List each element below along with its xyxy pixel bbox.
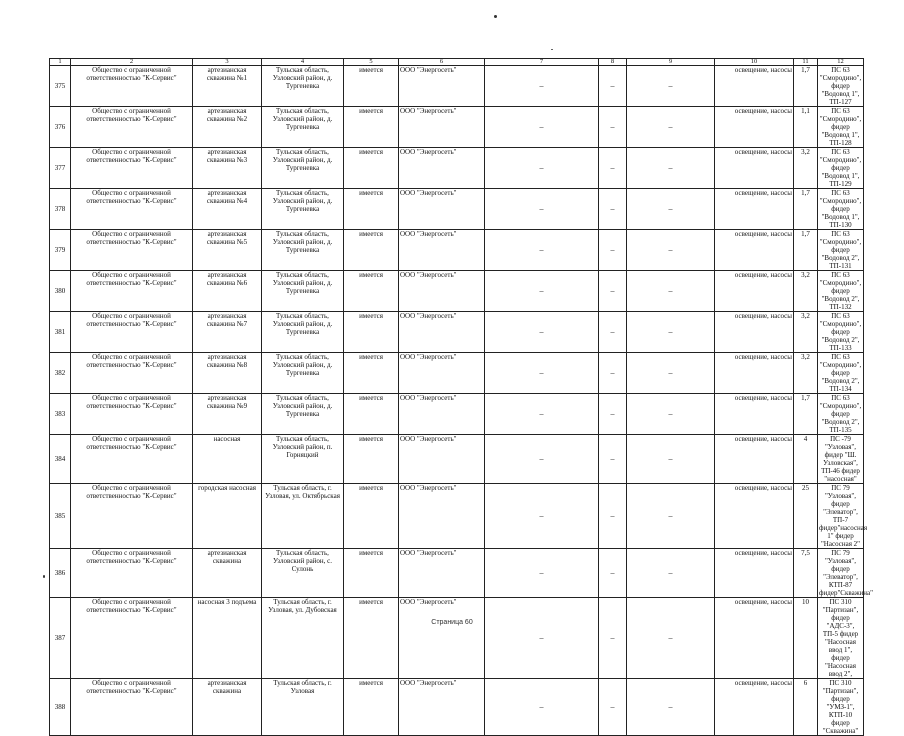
- organization-cell: Общество с ограниченной ответственностью "К-Сервис": [71, 353, 193, 394]
- dash-cell: –: [485, 435, 599, 484]
- organization-cell: Общество с ограниченной ответственностью "К-Сервис": [71, 549, 193, 598]
- power-cell: 6: [794, 679, 818, 736]
- column-number: 6: [399, 59, 485, 66]
- dash-cell: –: [485, 598, 599, 679]
- row-number: 384: [50, 435, 71, 484]
- organization-cell: Общество с ограниченной ответственностью "К-Сервис": [71, 271, 193, 312]
- usage-cell: освещение, насосы: [715, 435, 794, 484]
- object-cell: артезианская скважина №6: [193, 271, 262, 312]
- dash-cell: –: [599, 353, 627, 394]
- feeder-cell: ПС 63 "Смородино", фидер "Водовод 2", ТП-131: [818, 230, 864, 271]
- column-number: 8: [599, 59, 627, 66]
- dash-cell: –: [599, 394, 627, 435]
- column-number: 7: [485, 59, 599, 66]
- column-number: 12: [818, 59, 864, 66]
- dash-cell: –: [599, 148, 627, 189]
- power-cell: 25: [794, 484, 818, 549]
- feeder-cell: ПС 63 "Смородино", фидер "Водовод 1", ТП-129: [818, 148, 864, 189]
- dash-cell: –: [599, 107, 627, 148]
- feeder-cell: ПС 63 "Смородино", фидер "Водовод 2", ТП-132: [818, 271, 864, 312]
- availability-cell: имеется: [344, 549, 399, 598]
- availability-cell: имеется: [344, 66, 399, 107]
- availability-cell: имеется: [344, 107, 399, 148]
- dash-cell: –: [485, 189, 599, 230]
- dash-cell: –: [599, 679, 627, 736]
- supplier-cell: ООО "Энергосеть": [399, 230, 485, 271]
- table-row: [50, 230, 864, 271]
- feeder-cell: ПС 79 "Узловая", фидер "Элеватор", ТП-7 фидер"насосная 1" фидер "Насосная 2": [819, 484, 868, 548]
- object-cell: артезианская скважина №2: [193, 107, 262, 148]
- dash-cell: –: [599, 312, 627, 353]
- feeder-cell: ПС 63 "Смородино", фидер "Водовод 2", ТП-134: [818, 353, 864, 394]
- availability-cell: имеется: [344, 271, 399, 312]
- supplier-cell: ООО "Энергосеть": [399, 549, 485, 598]
- dash-cell: –: [627, 484, 715, 549]
- availability-cell: имеется: [344, 230, 399, 271]
- dash-cell: –: [485, 394, 599, 435]
- usage-cell: освещение, насосы: [715, 394, 794, 435]
- power-cell: 3,2: [794, 271, 818, 312]
- dash-cell: –: [485, 148, 599, 189]
- supplier-cell: ООО "Энергосеть": [399, 107, 485, 148]
- organization-cell: Общество с ограниченной ответственностью "К-Сервис": [71, 394, 193, 435]
- dash-cell: –: [599, 189, 627, 230]
- power-cell: 1,7: [794, 189, 818, 230]
- object-cell: насосная: [193, 435, 262, 484]
- table-row: [50, 679, 864, 736]
- object-cell: артезианская скважина №3: [193, 148, 262, 189]
- table-row: [50, 148, 864, 189]
- usage-cell: освещение, насосы: [715, 148, 794, 189]
- dash-cell: –: [485, 679, 599, 736]
- column-number: 1: [50, 59, 71, 66]
- dash-cell: –: [627, 66, 715, 107]
- organization-cell: Общество с ограниченной ответственностью "К-Сервис": [71, 312, 193, 353]
- object-cell: артезианская скважина №5: [193, 230, 262, 271]
- table-row: [50, 598, 864, 679]
- dash-cell: –: [485, 271, 599, 312]
- object-cell: артезианская скважина №7: [193, 312, 262, 353]
- dash-cell: –: [627, 435, 715, 484]
- table-row: [50, 549, 864, 598]
- object-cell: артезианская скважина: [193, 549, 262, 598]
- supplier-cell: ООО "Энергосеть": [399, 598, 485, 679]
- row-number: 388: [50, 679, 71, 736]
- organization-cell: Общество с ограниченной ответственностью "К-Сервис": [71, 230, 193, 271]
- column-number: 4: [262, 59, 344, 66]
- dash-cell: –: [627, 679, 715, 736]
- row-number: 381: [50, 312, 71, 353]
- availability-cell: имеется: [344, 189, 399, 230]
- usage-cell: освещение, насосы: [715, 484, 794, 549]
- dash-cell: –: [627, 598, 715, 679]
- row-number: 375: [50, 66, 71, 107]
- address-cell: Тульская область, Узловский район, д. Тургеневка: [262, 189, 344, 230]
- feeder-cell: ПС 79 "Узловая", фидер "Элеватор", КТП-87 фидер"Скважина": [819, 549, 873, 597]
- address-cell: Тульская область, г. Узловая: [262, 679, 344, 736]
- row-number: 386: [50, 549, 71, 598]
- address-cell: Тульская область, Узловский район, д. Тургеневка: [262, 148, 344, 189]
- dash-cell: –: [485, 484, 599, 549]
- power-cell: 1,7: [794, 230, 818, 271]
- row-number: 378: [50, 189, 71, 230]
- feeder-cell: ПС 63 "Смородино", фидер "Водовод 1", ТП-130: [818, 189, 864, 230]
- supplier-cell: ООО "Энергосеть": [399, 353, 485, 394]
- organization-cell: Общество с ограниченной ответственностью "К-Сервис": [71, 148, 193, 189]
- address-cell: Тульская область, Узловский район, д. Тургеневка: [262, 271, 344, 312]
- usage-cell: освещение, насосы: [715, 598, 794, 679]
- dash-cell: –: [627, 148, 715, 189]
- organization-cell: Общество с ограниченной ответственностью "К-Сервис": [71, 435, 193, 484]
- address-cell: Тульская область, Узловский район, д. Тургеневка: [262, 66, 344, 107]
- power-cell: 1,7: [794, 394, 818, 435]
- dash-cell: –: [485, 549, 599, 598]
- feeder-cell: ПС 63 "Смородино", фидер "Водовод 1", ТП-127: [818, 66, 864, 107]
- scan-speck: [551, 49, 553, 50]
- object-cell: артезианская скважина №1: [193, 66, 262, 107]
- table-row: [50, 353, 864, 394]
- organization-cell: Общество с ограниченной ответственностью "К-Сервис": [71, 484, 193, 549]
- availability-cell: имеется: [344, 484, 399, 549]
- address-cell: Тульская область, Узловский район, д. Тургеневка: [262, 107, 344, 148]
- table-row: [50, 394, 864, 435]
- power-cell: 7,5: [794, 549, 818, 598]
- supplier-cell: ООО "Энергосеть": [399, 484, 485, 549]
- power-cell: 3,2: [794, 312, 818, 353]
- dash-cell: –: [485, 353, 599, 394]
- dash-cell: –: [627, 394, 715, 435]
- column-number: 2: [71, 59, 193, 66]
- dash-cell: –: [627, 312, 715, 353]
- supplier-cell: ООО "Энергосеть": [399, 435, 485, 484]
- row-number: 382: [50, 353, 71, 394]
- row-number: 379: [50, 230, 71, 271]
- usage-cell: освещение, насосы: [715, 679, 794, 736]
- supplier-cell: ООО "Энергосеть": [399, 66, 485, 107]
- usage-cell: освещение, насосы: [715, 271, 794, 312]
- dash-cell: –: [599, 230, 627, 271]
- address-cell: Тульская область, Узловский район, д. Тургеневка: [262, 312, 344, 353]
- supplier-cell: ООО "Энергосеть": [399, 189, 485, 230]
- usage-cell: освещение, насосы: [715, 312, 794, 353]
- power-cell: 3,2: [794, 148, 818, 189]
- dash-cell: –: [485, 107, 599, 148]
- column-number-row: [50, 59, 864, 66]
- column-number: 11: [794, 59, 818, 66]
- object-cell: артезианская скважина: [193, 679, 262, 736]
- power-cell: 4: [794, 435, 818, 484]
- usage-cell: освещение, насосы: [715, 189, 794, 230]
- address-cell: Тульская область, г. Узловая, ул. Октябрьская: [262, 484, 344, 549]
- supplier-cell: ООО "Энергосеть": [399, 679, 485, 736]
- scan-speck: [494, 15, 497, 18]
- feeder-cell: ПС 310 "Партизан", фидер "АДС-3", ТП-5 фидер "Насосная ввод 1", фидер "Насосная ввод 2",: [818, 598, 864, 679]
- object-cell: артезианская скважина №8: [193, 353, 262, 394]
- column-number: 10: [715, 59, 794, 66]
- usage-cell: освещение, насосы: [715, 353, 794, 394]
- availability-cell: имеется: [344, 435, 399, 484]
- column-number: 5: [344, 59, 399, 66]
- dash-cell: –: [599, 66, 627, 107]
- usage-cell: освещение, насосы: [715, 549, 794, 598]
- page-number: Страница 60: [431, 619, 473, 626]
- availability-cell: имеется: [344, 353, 399, 394]
- usage-cell: освещение, насосы: [715, 107, 794, 148]
- organization-cell: Общество с ограниченной ответственностью "К-Сервис": [71, 107, 193, 148]
- dash-cell: –: [599, 484, 627, 549]
- feeder-cell: ПС 63 "Смородино", фидер "Водовод 1", ТП-128: [818, 107, 864, 148]
- address-cell: Тульская область, Узловский район, п. Горняцкий: [262, 435, 344, 484]
- feeder-cell: ПС 63 "Смородино", фидер "Водовод 2", ТП-135: [818, 394, 864, 435]
- address-cell: Тульская область, Узловский район, с. Сулонь: [262, 549, 344, 598]
- supplier-cell: ООО "Энергосеть": [399, 148, 485, 189]
- row-number: 380: [50, 271, 71, 312]
- dash-cell: –: [485, 312, 599, 353]
- address-cell: Тульская область, Узловский район, д. Тургеневка: [262, 353, 344, 394]
- row-number: 385: [50, 484, 71, 549]
- availability-cell: имеется: [344, 598, 399, 679]
- table-row: [50, 107, 864, 148]
- availability-cell: имеется: [344, 148, 399, 189]
- organization-cell: Общество с ограниченной ответственностью "К-Сервис": [71, 66, 193, 107]
- organization-cell: Общество с ограниченной ответственностью "К-Сервис": [71, 679, 193, 736]
- organization-cell: Общество с ограниченной ответственностью "К-Сервис": [71, 598, 193, 679]
- organization-cell: Общество с ограниченной ответственностью "К-Сервис": [71, 189, 193, 230]
- address-cell: Тульская область, Узловский район, д. Тургеневка: [262, 230, 344, 271]
- feeder-cell: ПС 310 "Партизан", фидер "УМЗ-1", КТП-10 фидер "Скважина": [818, 679, 864, 736]
- row-number: 383: [50, 394, 71, 435]
- availability-cell: имеется: [344, 394, 399, 435]
- table-row: [50, 66, 864, 107]
- row-number: 387: [50, 598, 71, 679]
- dash-cell: –: [627, 107, 715, 148]
- object-cell: артезианская скважина №4: [193, 189, 262, 230]
- dash-cell: –: [627, 271, 715, 312]
- dash-cell: –: [599, 271, 627, 312]
- dash-cell: –: [599, 549, 627, 598]
- scan-speck: [43, 575, 45, 578]
- supplier-cell: ООО "Энергосеть": [399, 312, 485, 353]
- column-number: 3: [193, 59, 262, 66]
- dash-cell: –: [627, 189, 715, 230]
- availability-cell: имеется: [344, 312, 399, 353]
- table-row: [50, 189, 864, 230]
- register-table: [49, 58, 873, 736]
- dash-cell: –: [627, 353, 715, 394]
- power-cell: 10: [794, 598, 818, 679]
- availability-cell: имеется: [344, 679, 399, 736]
- power-cell: 1,7: [794, 66, 818, 107]
- power-cell: 1,1: [794, 107, 818, 148]
- feeder-cell: ПС 63 "Смородино", фидер "Водовод 2", ТП-133: [818, 312, 864, 353]
- dash-cell: –: [627, 549, 715, 598]
- table-row: [50, 484, 864, 549]
- usage-cell: освещение, насосы: [715, 230, 794, 271]
- table-row: [50, 271, 864, 312]
- address-cell: Тульская область, г. Узловая, ул. Дубовская: [262, 598, 344, 679]
- dash-cell: –: [599, 435, 627, 484]
- usage-cell: освещение, насосы: [715, 66, 794, 107]
- dash-cell: –: [627, 230, 715, 271]
- feeder-cell: ПС -79 "Узловая", фидер "Ш. Узловская", ТП-46 фидер "насосная": [818, 435, 864, 484]
- dash-cell: –: [485, 66, 599, 107]
- table-row: [50, 435, 864, 484]
- row-number: 377: [50, 148, 71, 189]
- object-cell: артезианская скважина №9: [193, 394, 262, 435]
- dash-cell: –: [485, 230, 599, 271]
- address-cell: Тульская область, Узловский район, д. Тургеневка: [262, 394, 344, 435]
- supplier-cell: ООО "Энергосеть": [399, 394, 485, 435]
- dash-cell: –: [599, 598, 627, 679]
- row-number: 376: [50, 107, 71, 148]
- table-row: [50, 312, 864, 353]
- object-cell: насосная 3 подъема: [193, 598, 262, 679]
- object-cell: городская насосная: [193, 484, 262, 549]
- power-cell: 3,2: [794, 353, 818, 394]
- column-number: 9: [627, 59, 715, 66]
- supplier-cell: ООО "Энергосеть": [399, 271, 485, 312]
